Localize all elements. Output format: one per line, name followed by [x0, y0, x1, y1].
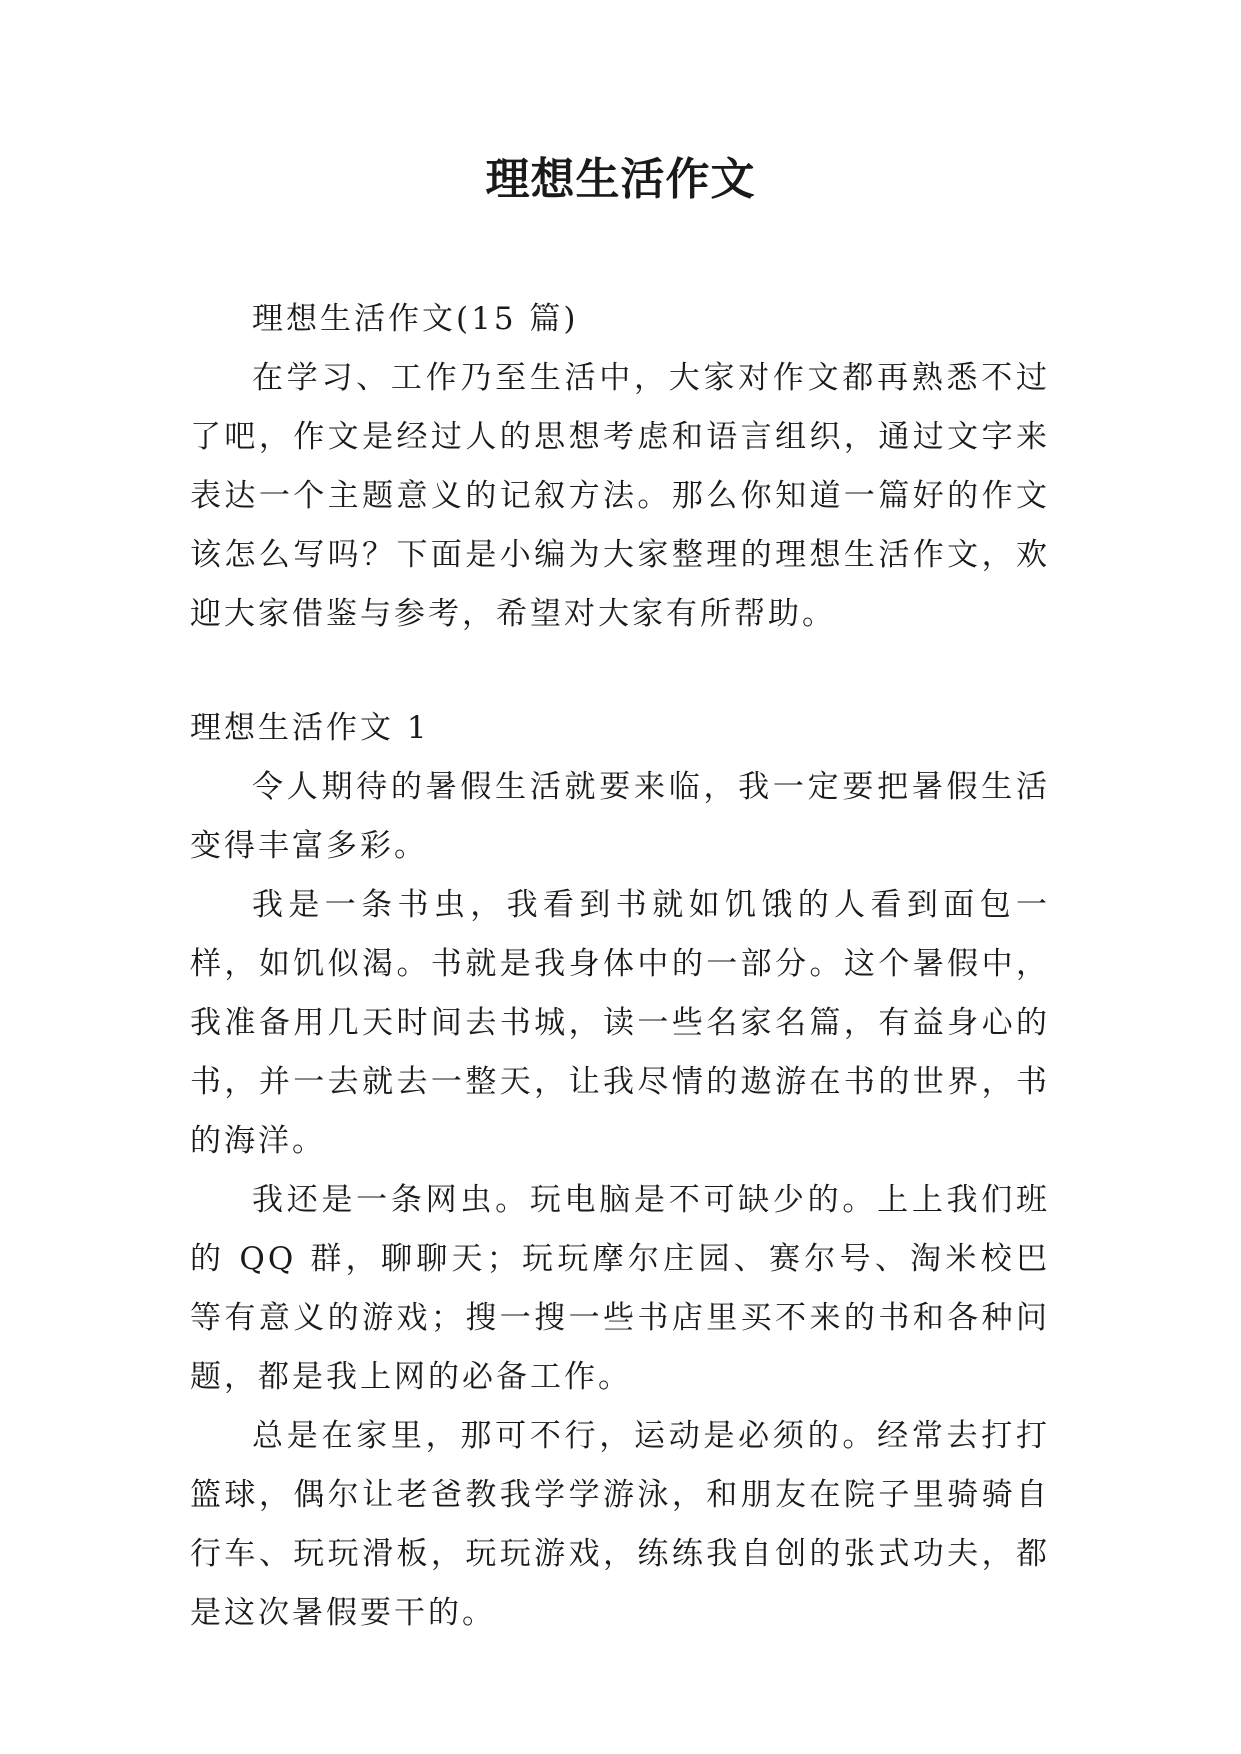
document-body	[190, 290, 1050, 1643]
body-paragraph: 总是在家里，那可不行，运动是必须的。经常去打打篮球，偶尔让老爸教我学学游泳，和朋友在院子里骑骑自行车、玩玩滑板，玩玩游戏，练练我自创的张式功夫，都是这次暑假要干的。	[190, 1418, 1050, 1631]
section-spacer	[190, 644, 1050, 699]
body-paragraph: 令人期待的暑假生活就要来临，我一定要把暑假生活变得丰富多彩。	[190, 769, 1050, 864]
document-title: 理想生活作文	[485, 154, 756, 205]
intro-paragraph: 在学习、工作乃至生活中，大家对作文都再熟悉不过了吧，作文是经过人的思想考虑和语言组织，通过文字来表达一个主题意义的记叙方法。那么你知道一篇好的作文该怎么写吗？下面是小编为大家整理的理想生活作文，欢迎大家借鉴与参考，希望对大家有所帮助。	[190, 360, 1050, 632]
section-title: 理想生活作文 1	[190, 710, 430, 746]
body-paragraph: 我还是一条网虫。玩电脑是不可缺少的。上上我们班的 QQ 群，聊聊天；玩玩摩尔庄园、赛尔号、淘米校巴等有意义的游戏；搜一搜一些书店里买不来的书和各种问题，都是我上网的必备工作。	[190, 1182, 1050, 1395]
document-subtitle: 理想生活作文(15 篇)	[252, 301, 579, 337]
body-paragraph: 我是一条书虫，我看到书就如饥饿的人看到面包一样，如饥似渴。书就是我身体中的一部分。这个暑假中，我准备用几天时间去书城，读一些名家名篇，有益身心的书，并一去就去一整天，让我尽情的遨游在书的世界，书的海洋。	[190, 887, 1050, 1159]
